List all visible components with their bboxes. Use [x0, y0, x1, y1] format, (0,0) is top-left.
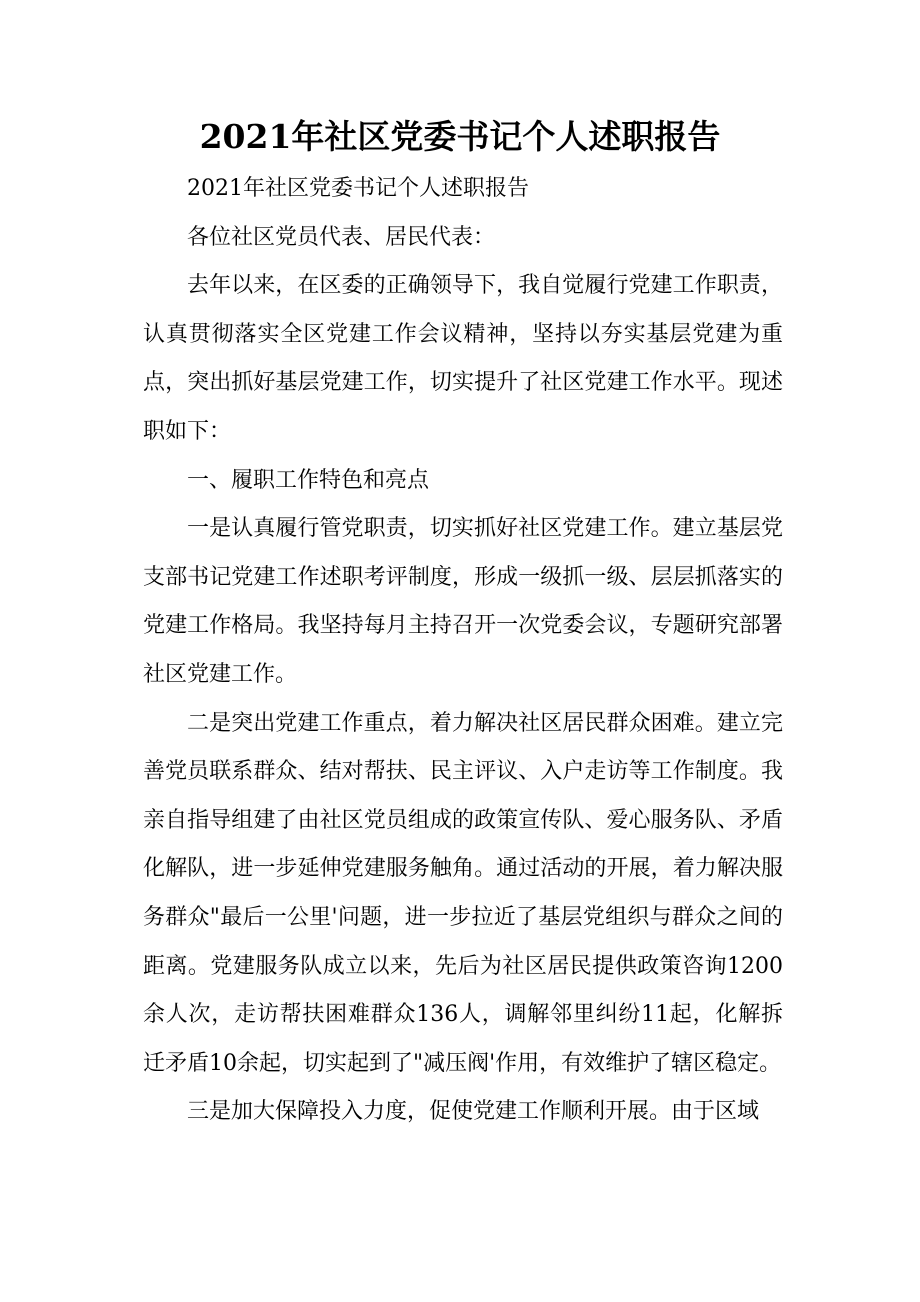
paragraph-intro: 去年以来，在区委的正确领导下，我自觉履行党建工作职责，认真贯彻落实全区党建工作会议精神，坚持以夯实基层党建为重点，突出抓好基层党建工作，切实提升了社区党建工作水平。现述职如下： [143, 273, 783, 444]
paragraph-salutation: 各位社区党员代表、居民代表： [187, 224, 496, 250]
document-body [143, 165, 783, 1137]
paragraph-point-1: 一是认真履行管党职责，切实抓好社区党建工作。建立基层党支部书记党建工作述职考评制度，形成一级抓一级、层层抓落实的党建工作格局。我坚持每月主持召开一次党委会议，专题研究部署社区党建工作。 [143, 516, 783, 687]
document-title: 2021年社区党委书记个人述职报告 [199, 117, 721, 156]
paragraph-point-3: 三是加大保障投入力度，促使党建工作顺利开展。由于区域 [187, 1099, 760, 1125]
section-heading-1: 一、履职工作特色和亮点 [187, 467, 430, 493]
paragraph-repeat-title: 2021年社区党委书记个人述职报告 [187, 176, 529, 201]
paragraph-point-2: 二是突出党建工作重点，着力解决社区居民群众困难。建立完善党员联系群众、结对帮扶、民主评议、入户走访等工作制度。我亲自指导组建了由社区党员组成的政策宣传队、爱心服务队、矛盾化解队，进一步延伸党建服务触角。通过活动的开展，着力解决服务群众"最后一公里'问题，进一步拉近了基层党组织与群众之间的距离。党建服务队成立以来，先后为社区居民提供政策咨询1200余人次，走访帮扶困难群众136人，调解邻里纠纷11起，化解拆迁矛盾10余起，切实起到了"减压阀'作用，有效维护了辖区稳定。 [143, 710, 783, 1076]
